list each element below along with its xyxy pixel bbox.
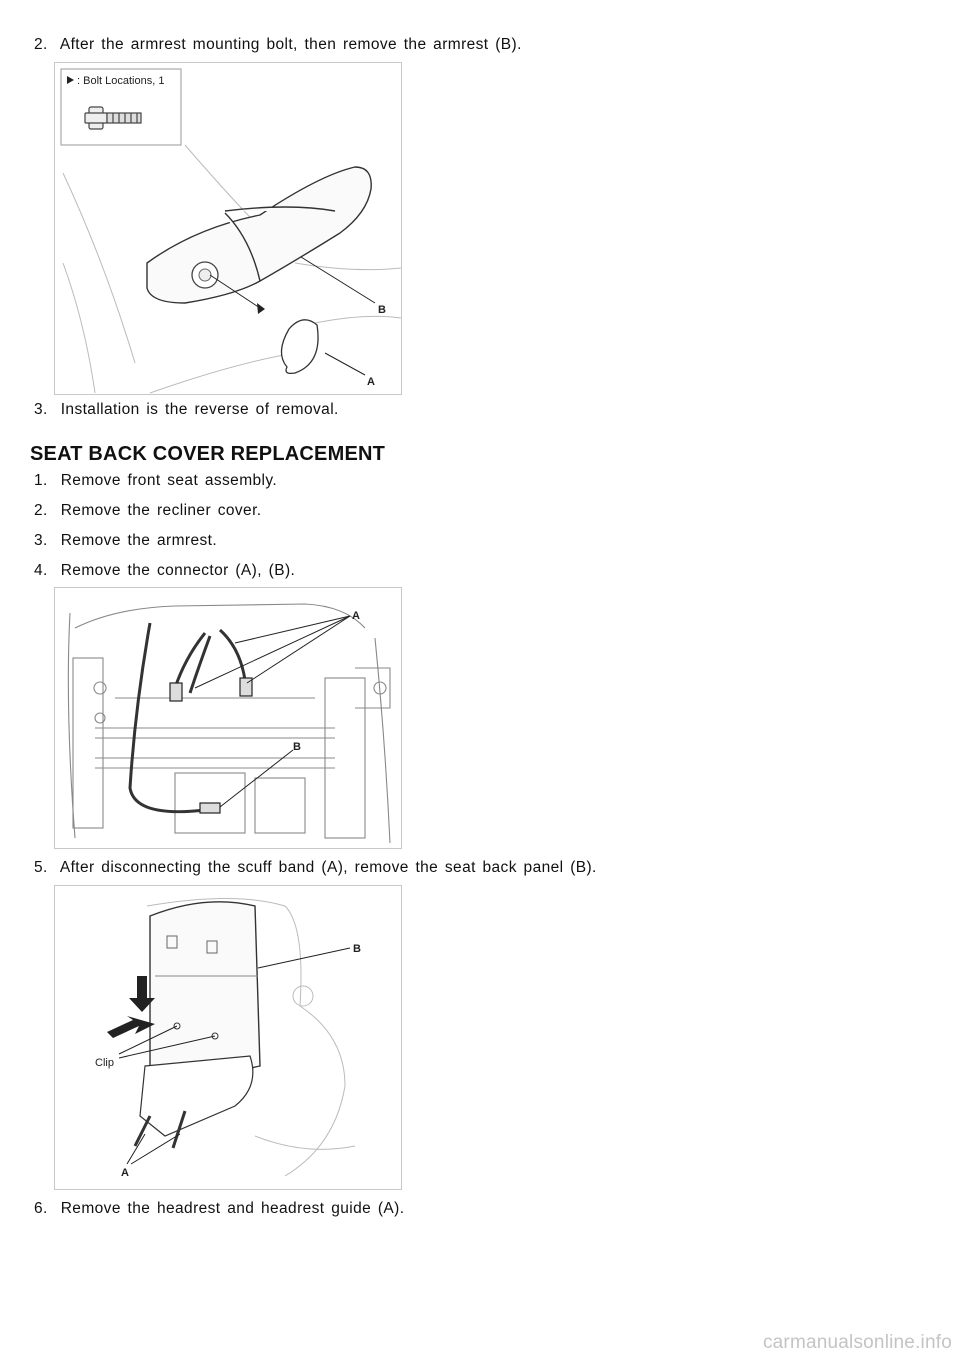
label-b: B <box>293 741 301 753</box>
leader-a <box>325 353 365 375</box>
bolt-pointer-icon <box>257 303 265 314</box>
wiring-harness <box>130 623 245 812</box>
pull-arrow-icon <box>107 1016 155 1038</box>
label-a: A <box>367 376 375 388</box>
leader-b <box>301 257 375 303</box>
step-number: 5. <box>34 859 48 876</box>
step-text: Installation is the reverse of removal. <box>60 401 339 418</box>
step-text: After disconnecting the scuff band (A), remove the seat back panel (B). <box>59 859 597 876</box>
step-number: 6. <box>34 1200 48 1217</box>
seat-back-panel-illustration <box>55 886 401 1189</box>
step-number: 1. <box>34 472 48 489</box>
step-number: 2. <box>34 502 48 519</box>
label-a: A <box>121 1167 129 1179</box>
step-text: After the armrest mounting bolt, then remove the armrest (B). <box>59 36 522 53</box>
scuff-band <box>140 1056 253 1136</box>
step-remove-armrest-2 <box>34 532 217 550</box>
step-number: 3. <box>34 401 48 418</box>
label-b: B <box>378 304 386 316</box>
legend-text: : Bolt Locations, 1 <box>77 75 165 87</box>
armrest-body <box>147 167 371 303</box>
connector-figure <box>54 587 402 849</box>
step-number: 2. <box>34 36 48 53</box>
footer-watermark[interactable]: carmanualsonline.info <box>762 1332 952 1353</box>
connector-illustration <box>55 588 401 848</box>
step-remove-seat-back-panel <box>34 859 597 877</box>
step-remove-seat <box>34 472 277 490</box>
step-installation <box>34 401 339 419</box>
step-remove-armrest <box>34 36 522 54</box>
cap-cover <box>281 320 318 374</box>
label-clip: Clip <box>95 1057 114 1069</box>
step-remove-recliner-cover <box>34 502 261 520</box>
label-a: A <box>352 610 360 622</box>
step-text: Remove the recliner cover. <box>60 502 262 519</box>
step-remove-headrest <box>34 1200 404 1218</box>
step-text: Remove the headrest and headrest guide (A). <box>60 1200 405 1217</box>
step-text: Remove the armrest. <box>60 532 218 549</box>
leaders-a <box>195 616 350 688</box>
label-b: B <box>353 943 361 955</box>
step-remove-connector <box>34 562 295 580</box>
step-number: 4. <box>34 562 48 579</box>
section-title: SEAT BACK COVER REPLACEMENT <box>30 443 386 465</box>
armrest-illustration <box>55 63 401 394</box>
leader-b <box>258 948 350 968</box>
seat-back-panel-figure <box>54 885 402 1190</box>
step-text: Remove front seat assembly. <box>60 472 278 489</box>
step-text: Remove the connector (A), (B). <box>60 562 296 579</box>
step-number: 3. <box>34 532 48 549</box>
armrest-figure <box>54 62 402 395</box>
